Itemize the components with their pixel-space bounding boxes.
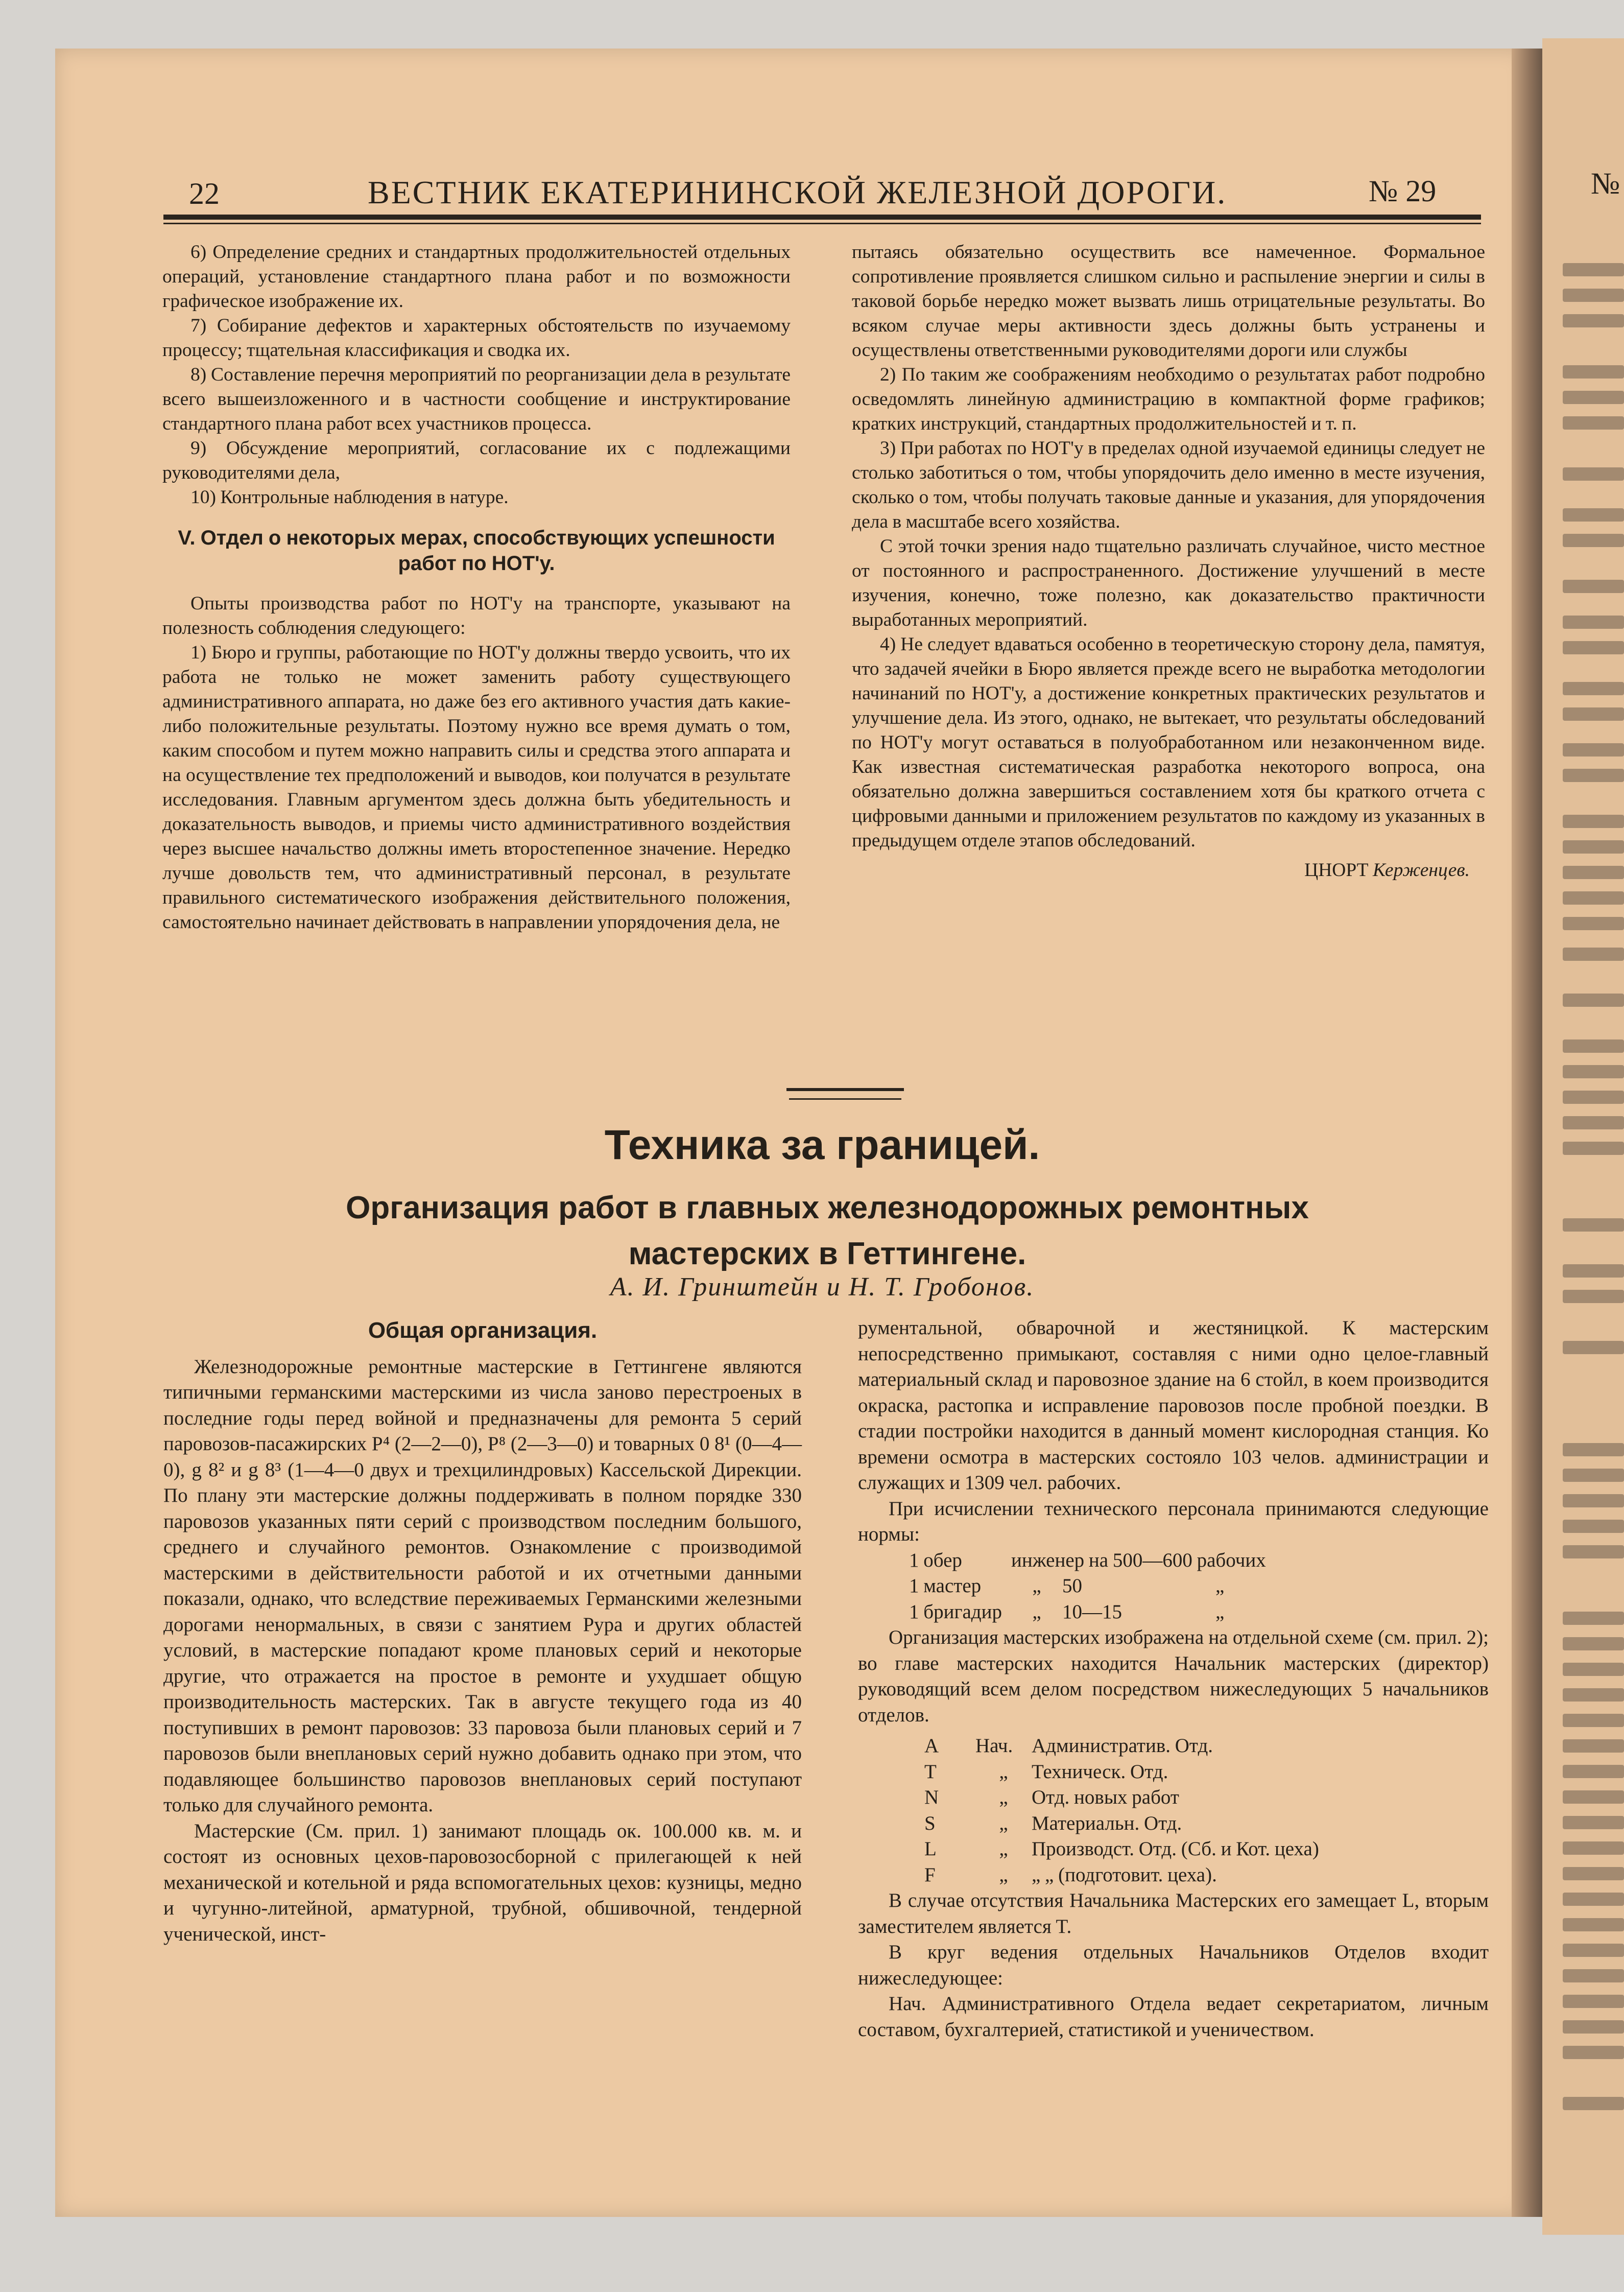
paragraph: рументальной, обварочной и жестяницкой. К мастерским непосредственно примыкают, составляя с ними одно целое-главный материальный склад и паровозное здание на 6 стойл, в коем производится окраска, растопка и исправление паровозов после пробной поездки. В стадии постройки находится в данный момент кислородная станция. Ко времени осмотра в мастерских состояло 103 челов. администрации и служащих и 1309 чел. рабочих. [858,1317,1489,1494]
page-spine [1512,49,1542,2217]
department-row: A Нач. Административ. Отд. [924,1735,1213,1757]
paragraph: Железнодорожные ремонтные мастерские в Геттингене являются типичными германскими мастерскими из числа заново перестроеных в последние годы перед войной и предназначены для ремонта 5 серий паровозов-пасажирских P⁴ (2—2—0), P⁸ (2—3—0) и товарных 0 8¹ (0—4—0), g 8² и g 8³ (1—4—0 двух и трехцилиндровых) Кассельской Дирекции. По плану эти мастерские должны поддерживать в полном порядке 330 паровозов указанных пяти серий с производством последним большого, среднего и случайного ремонтов. Ознакомление с производимой мастерскими в действительности работой и их отчетными данными показали, однако, что вследствие переживаемых Германскими железными дорогами ненормальных, в связи с занятием Рура и других областей условий, в мастерские попадают кроме плановых серий и некоторые другие, что отражается на простое в ремонте и ухудшает общую производительность мастерских. Так в августе текущего года из 40 поступивших в ремонт паровозов: 33 паровоза были плановых серий и 7 паровозов были внеплановых серий нужно добавить однако при этом, что подавляющее большинство паровозов внеплановых серий поступают только для случайного ремонта. [163,1355,802,1816]
article-title [214,1185,1440,1277]
paragraph: Мастерские (См. прил. 1) занимают площадь ок. 100.000 кв. м. и состоят из основных цехов-паровозосборной с прилегающей к ней механической и котельной и ряда вспомогательных цехов: кузницы, медно и чугунно-литейной, арматурной, трубной, обшивочной, тендерной ученической, инст- [163,1820,802,1945]
adjacent-page-edge [1542,38,1624,2235]
paragraph: Опыты производства работ по НОТ'у на транспорте, указывают на полезность соблюдения следующего: [162,593,791,639]
upper-left-column [162,240,791,935]
list-item: 6) Определение средних и стандартных продолжительностей отдельных операций, установление стандартного плана работ и по возможности графическое изображение их. [162,242,791,312]
upper-right-column [852,240,1485,883]
paragraph: 2) По таким же соображениям необходимо о результатах работ подробно осведомлять линейную администрацию в компактной форме графиков; кратких инструкций, стандартных продолжительностей и т. п. [852,364,1485,434]
article-left-column [163,1318,802,1947]
paragraph: 4) Не следует вдаваться особенно в теоретическую сторону дела, памятуя, что задачей ячейки в Бюро является прежде всего не выработка методологии начинаний по НОТ'у, а достижение конкретных практических результатов и улучшение дела. Из этого, однако, не вытекает, что результаты обследований по НОТ'у могут оставаться в полуобработанном или незаконченном виде. Как известная систематическая разработка некоторого вопроса, она обязательно должна завершиться составлением хотя бы краткого отчета с цифровыми данными и приложением результатов по каждому из указанных в предыдущем отделе этапов обследований. [852,634,1485,851]
department-row: N „ Отд. новых работ [924,1786,1179,1808]
department-list [924,1733,1489,1888]
department-row: F „ „ „ (подготовит. цеха). [924,1863,1217,1886]
staffing-norms [909,1548,1489,1625]
article-right-column [858,1315,1489,2043]
article-section-title: Техника за границей. [604,1122,1040,1168]
signature-name: Керженцев. [1372,860,1470,881]
article-authors: А. И. Гринштейн и Н. Т. Гробонов. [610,1272,1035,1302]
section-heading: V. Отдел о некоторых мерах, способствующих успешности работ по НОТ'у. [178,527,775,575]
paragraph: Нач. Административного Отдела ведает секретариатом, личным составом, бухгалтерией, статистикой и ученичеством. [858,1993,1489,2041]
paragraph: пытаясь обязательно осуществить все намеченное. Формальное сопротивление проявляется слишком сильно и распыление энергии и силы в таковой борьбе нередко может вызвать лишь отрицательные результаты. Во всяком случае меры активности здесь должны быть устранены и осуществлены ответственными руководителями дороги или службы [852,242,1485,361]
paragraph: С этой точки зрения надо тщательно различать случайное, чисто местное от постоянного и распространенного. Достижение улучшений в месте изучения, конечно, тоже полезно, как доказательство практичности выработанных мероприятий. [852,536,1485,630]
list-item: 10) Контрольные наблюдения в натуре. [190,487,509,508]
article-title-line: Организация работ в главных железнодорожных ремонтных [346,1190,1309,1225]
signature [852,858,1485,883]
department-row: T „ Техническ. Отд. [924,1760,1168,1783]
page-number: 22 [189,177,220,210]
norm-row: 1 обер инженер на 500—600 рабочих [909,1549,1266,1571]
header-rule [163,215,1481,224]
list-item: 9) Обсуждение мероприятий, согласование их с подлежащими руководителями дела, [162,438,791,483]
section-divider [786,1088,904,1091]
article-title-line: мастерских в Геттингене. [628,1236,1026,1271]
signature-org: ЦНОРТ [1304,860,1369,881]
paragraph: В круг ведения отдельных Начальников Отделов входит нижеследующее: [858,1941,1489,1989]
paragraph: 3) При работах по НОТ'у в пределах одной изучаемой единицы следует не столько заботиться о том, чтобы упорядочить дело именно в месте изучения, сколько о том, чтобы получать таковые данные и указания, для упорядочения дела в масштабе всего хозяйства. [852,438,1485,532]
list-item: 7) Собирание дефектов и характерных обстоятельств по изучаемому процессу; тщательная классификация и сводка их. [162,315,791,361]
norm-row: 1 бригадир „ 10—15 „ [909,1600,1225,1623]
paragraph: 1) Бюро и группы, работающие по НОТ'у должны твердо усвоить, что их работа не только не может заменить работу существующего административного аппарата, но даже без его активного участия дать какие-либо положительные результаты. Поэтому нужно все время думать о том, каким способом и путем можно направить силы и средства этого аппарата и на осуществление тех предположений и выводов, кои получатся в результате исследования. Главным аргументом здесь должна быть убедительность и доказательность выводов, и приемы чисто административного воздействия через высшее начальство должны иметь второстепенное значение. Нередко лучше довольств тем, что административный персонал, в результате правильного систематического изображения действительного положения, самостоятельно начинает действовать в направлении упорядочения дела, не [162,642,791,933]
paragraph: В случае отсутствия Начальника Мастерских его замещает L, вторым заместителем является T. [858,1889,1489,1937]
paragraph: Организация мастерских изображена на отдельной схеме (см. прил. 2); во главе мастерских находится Начальник мастерских (директор) руководящий всем делом посредством нижеследующих 5 начальников отделов. [858,1626,1489,1726]
paragraph: При исчислении технического персонала принимаются следующие нормы: [858,1497,1489,1545]
department-row: L „ Производст. Отд. (Сб. и Кот. цеха) [924,1838,1319,1860]
issue-number: № 29 [1369,174,1437,208]
journal-title: ВЕСТНИК ЕКАТЕРИНИНСКОЙ ЖЕЛЕЗНОЙ ДОРОГИ. [368,174,1227,210]
adjacent-page-header: № [1591,167,1620,200]
norm-row: 1 мастер „ 50 „ [909,1575,1225,1597]
section-divider-thin [789,1098,901,1100]
list-item: 8) Составление перечня мероприятий по реорганизации дела в результате всего вышеизложенного и в частности сообщение и инструктирование стандартного плана работ всех участников процесса. [162,364,791,434]
department-row: S „ Материальн. Отд. [924,1812,1182,1834]
sub-heading: Общая организация. [368,1318,598,1343]
